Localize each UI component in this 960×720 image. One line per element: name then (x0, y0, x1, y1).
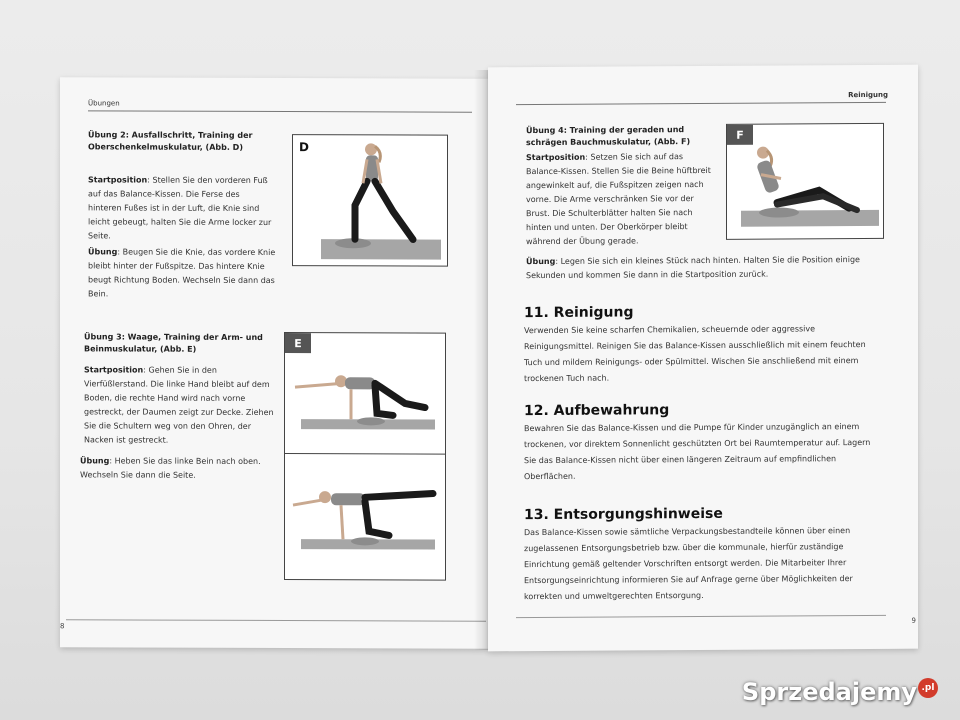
exercise-2-title: Übung 2: Ausfallschritt, Training der Oberschenkelmuskulatur, (Abb. D) (88, 130, 253, 152)
figure-d (292, 134, 448, 267)
start-label: Startposition (526, 152, 586, 163)
exercise-4-title: Übung 4: Training der geraden und schrägen Bauchmuskulatur, (Abb. F) (526, 125, 691, 148)
section-13-body: Das Balance-Kissen sowie sämtliche Verpackungsbestandteile können über einen zugelassenen Entsorgungsbetrieb bzw. über die kommunale, hierfür zuständige Einrichtung gemäß geltender Vorschriften entsorgt werden. Die Mitarbeiter Ihrer Entsorgungseinrichtung informieren Sie auf Anfrage gerne über Möglichkeiten der korrekten und umweltgerechten Entsorgung. (524, 526, 853, 602)
section-13-title: 13. Entsorgungshinweise (524, 505, 723, 524)
exercise-label: Übung (526, 256, 556, 267)
back-leg (375, 181, 413, 239)
start-text: : Gehen Sie in den Vierfüßlerstand. Die linke Hand bleibt auf dem Boden, die rechte Hand wird nach vorne gestreckt, der Daumen zeigt zur Decke. Ziehen Sie die Schultern weg von den Ohren, der Nacken ist gestreckt. (84, 365, 274, 445)
exercise-text: : Heben Sie das linke Bein nach oben. Wechseln Sie dann die Seite. (80, 456, 261, 480)
lunge-illustration (293, 135, 447, 266)
left-page-header: Übungen (88, 99, 120, 108)
right-page (488, 65, 918, 652)
head (365, 143, 377, 155)
exercise-4-instruction (526, 253, 886, 283)
bird-dog-illustration (285, 333, 445, 580)
torso (366, 155, 378, 181)
torso (331, 493, 365, 505)
sprzedajemy-watermark (742, 678, 938, 706)
watermark-suffix: .pl (918, 678, 938, 698)
raised-leg (365, 493, 433, 497)
exercise-label: Übung (80, 456, 110, 466)
figure-f (726, 123, 884, 240)
exercise-3-title: Übung 3: Waage, Training der Arm- und Beinmuskulatur, (Abb. E) (84, 332, 263, 354)
exercise-label: Übung (88, 247, 118, 257)
extended-arm (295, 383, 343, 387)
exercise-2-instruction (88, 245, 278, 302)
left-page-number: 8 (60, 622, 65, 631)
figure-e (284, 332, 446, 581)
exercise-2-start (88, 173, 272, 244)
front-leg (355, 181, 367, 239)
footer-rule (516, 615, 886, 618)
figure-f-label: F (727, 125, 753, 145)
exercise-3-start (84, 363, 274, 448)
watermark-text: Sprzedajemy (741, 678, 917, 706)
start-text: : Setzen Sie sich auf das Balance-Kissen. Stellen Sie die Beine hüftbreit angewinkelt auf, die Fußspitzen zeigen nach vorne. Die Arme verschränken Sie vor der Brust. Die Schulterblätter halten Sie nach hinten und unten. Der Oberkörper bleibt während der Übung gerade. (526, 152, 711, 247)
leg (375, 383, 425, 407)
leg (365, 501, 389, 535)
header-rule (516, 102, 886, 105)
section-11-body: Verwenden Sie keine scharfen Chemikalien, scheuernde oder aggressive Reinigungsmittel. Reinigen Sie das Balance-Kissen ausschließlich mit einem feuchten Tuch und mildem Reinigungs- oder Spülmittel. Wischen Sie anschließend mit einem trockenen Tuch nach. (524, 324, 866, 384)
torso (345, 377, 375, 389)
figure-d-label: D (299, 140, 309, 155)
exercise-4-start (526, 150, 716, 249)
left-page (60, 77, 488, 648)
footer-rule (66, 619, 486, 621)
header-rule (88, 110, 472, 112)
figure-e-label: E (285, 333, 311, 353)
start-label: Startposition (84, 365, 144, 375)
exercise-text: : Legen Sie sich ein kleines Stück nach hinten. Halten Sie die Position einige Sekunden und kommen Sie dann in die Startposition zurück. (526, 255, 860, 281)
start-label: Startposition (88, 175, 148, 185)
exercise-text: : Beugen Sie die Knie, das vordere Knie bleibt hinter der Fußspitze. Das hintere Knie beugt Richtung Boden. Wechseln Sie dann das Bein. (88, 247, 276, 299)
right-page-header: Reinigung (848, 90, 888, 100)
right-page-number: 9 (911, 616, 916, 625)
start-text: : Stellen Sie den vorderen Fuß auf das Balance-Kissen. Die Ferse des hinteren Fußes ist in der Luft, die Knie sind leicht gebeugt, halten Sie die Arme locker zur Seite. (88, 175, 272, 241)
section-12-body: Bewahren Sie das Balance-Kissen und die Pumpe für Kinder unzugänglich an einem trockenen, vor direktem Sonnenlicht geschützten Ort bei Raumtemperatur auf. Lagern Sie das Balance-Kissen nicht über einen längeren Zeitraum auf empfindlichen Oberflächen. (524, 422, 871, 482)
exercise-3-instruction (80, 454, 272, 483)
section-11-title: 11. Reinigung (524, 304, 634, 322)
section-12-title: 12. Aufbewahrung (524, 402, 670, 420)
